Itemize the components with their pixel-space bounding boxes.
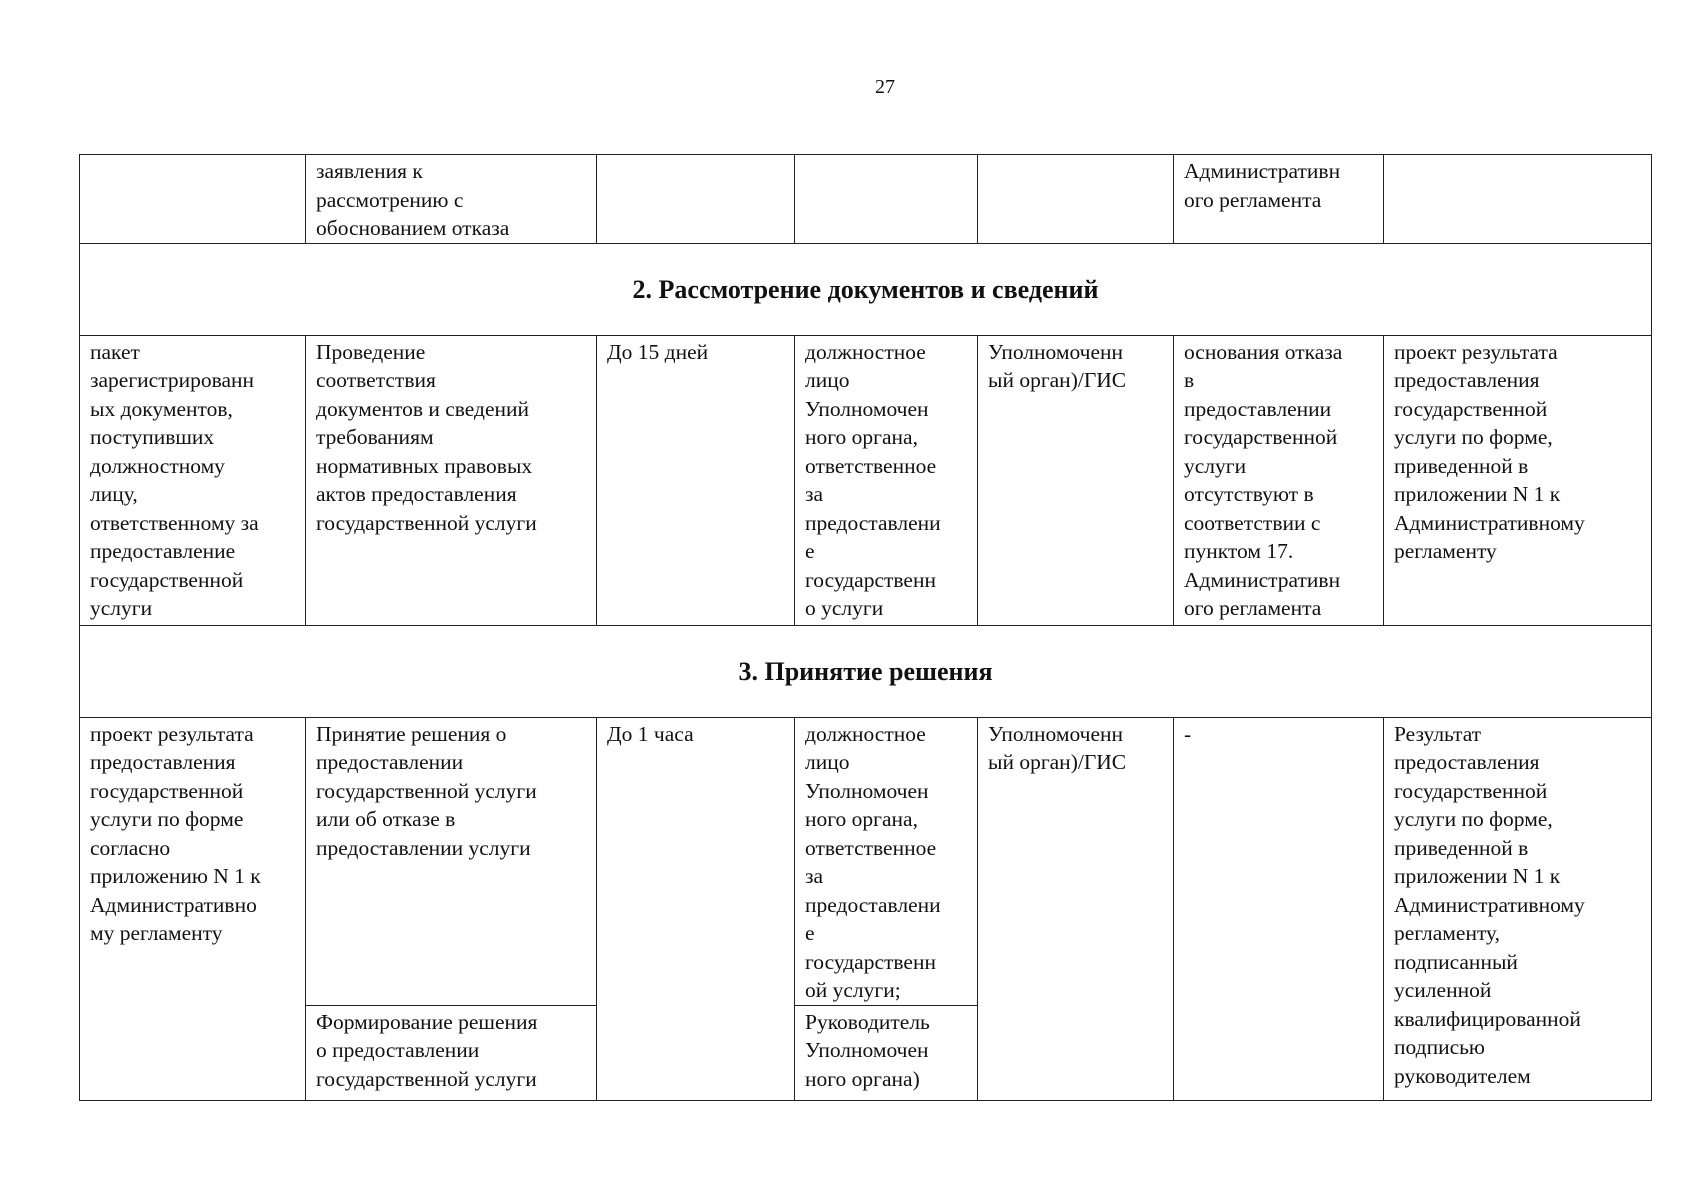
table-cell xyxy=(795,335,978,625)
cell-text: основания отказа в предоставлении государственной услуги отсутствуют в соответствии с пунктом 17. Административн ого регламента xyxy=(1184,339,1343,620)
table-row xyxy=(80,155,1652,244)
cell-text: проект результата предоставления государственной услуги по форме согласно приложению N 1 к Административно му регламенту xyxy=(90,721,261,945)
table-cell xyxy=(306,1005,597,1100)
table-cell xyxy=(1384,155,1652,244)
cell-text: заявления к рассмотрению с обоснованием отказа xyxy=(316,159,510,240)
section-title: 2. Рассмотрение документов и сведений xyxy=(80,243,1652,335)
cell-text: До 15 дней xyxy=(607,339,709,364)
table-cell xyxy=(597,335,795,625)
cell-text: - xyxy=(1184,721,1192,746)
cell-text: Принятие решения о предоставлении государственной услуги или об отказе в предоставлении услуги xyxy=(316,721,537,860)
table-cell xyxy=(795,1005,978,1100)
section-header-row xyxy=(80,625,1652,717)
procedure-table xyxy=(79,154,1652,1101)
table-cell xyxy=(795,155,978,244)
table-cell xyxy=(597,155,795,244)
cell-text: проект результата предоставления государственной услуги по форме, приведенной в приложении N 1 к Административному регламенту xyxy=(1394,339,1585,563)
cell-text: Уполномоченн ый орган)/ГИС xyxy=(988,339,1127,392)
cell-text: Результат предоставления государственной услуги по форме, приведенной в приложении N 1 к Административному регламенту, подписанный усиленной квалифицированной подписью руководителем xyxy=(1394,721,1585,1088)
table-cell xyxy=(597,717,795,1100)
section-title: 3. Принятие решения xyxy=(80,625,1652,717)
cell-text: Проведение соответствия документов и сведений требованиям нормативных правовых актов предоставления государственной услуги xyxy=(316,339,537,535)
table-cell xyxy=(306,155,597,244)
cell-text: Руководитель Уполномочен ного органа) xyxy=(805,1009,930,1091)
table-cell xyxy=(978,155,1174,244)
table-cell xyxy=(306,335,597,625)
cell-text: пакет зарегистрированн ых документов, поступивших должностному лицу, ответственному за предоставление государственной услуги xyxy=(90,339,259,620)
cell-text: Формирование решения о предоставлении государственной услуги xyxy=(316,1009,538,1091)
cell-text: должностное лицо Уполномочен ного органа, ответственное за предоставлени е государственн ой услуги; xyxy=(805,721,941,1002)
table-cell xyxy=(978,717,1174,1100)
table-cell xyxy=(978,335,1174,625)
section-header-row xyxy=(80,243,1652,335)
table-cell xyxy=(306,717,597,1005)
table-cell xyxy=(80,717,306,1100)
table-row xyxy=(80,717,1652,1005)
table-cell xyxy=(80,335,306,625)
table-cell xyxy=(80,155,306,244)
table-cell xyxy=(1174,155,1384,244)
table-row xyxy=(80,335,1652,625)
table-cell xyxy=(1174,335,1384,625)
table-cell xyxy=(1174,717,1384,1100)
table-cell xyxy=(795,717,978,1005)
cell-text: До 1 часа xyxy=(607,721,694,746)
page-number: 27 xyxy=(875,76,895,98)
cell-text: должностное лицо Уполномочен ного органа, ответственное за предоставлени е государственн о услуги xyxy=(805,339,941,620)
cell-text: Административн ого регламента xyxy=(1184,159,1341,212)
cell-text: Уполномоченн ый орган)/ГИС xyxy=(988,721,1127,774)
table-cell xyxy=(1384,335,1652,625)
table-cell xyxy=(1384,717,1652,1100)
